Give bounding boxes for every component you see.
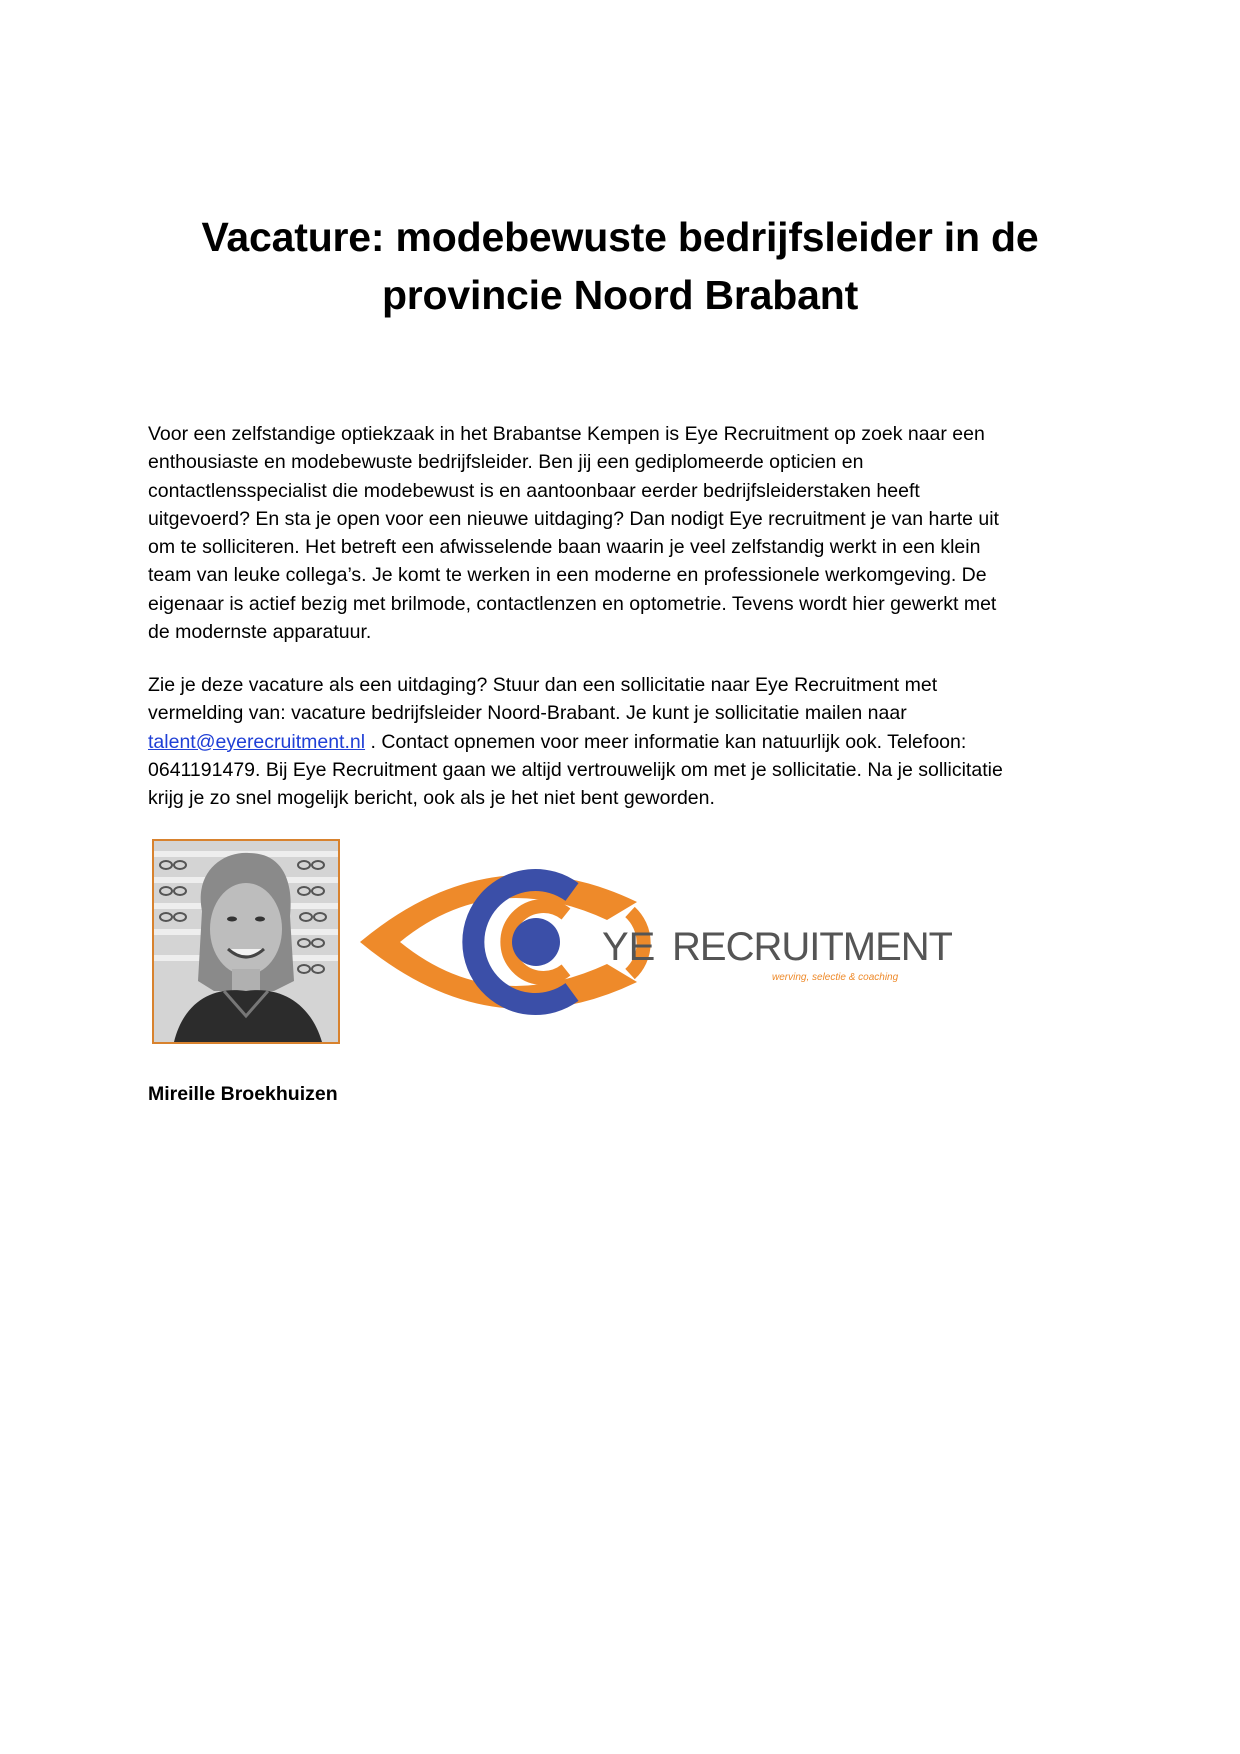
portrait-image [154, 841, 338, 1042]
title-line-2: provincie Noord Brabant [381, 272, 859, 318]
intro-line: uitgevoerd? En sta je open voor een nieuwe uitdaging? Dan nodigt Eye recruitment je van harte uit [148, 507, 999, 530]
application-line: 0641191479. Bij Eye Recruitment gaan we altijd vertrouwelijk om met je sollicitatie. Na je sollicitatie [148, 758, 1003, 781]
application-line: vermelding van: vacature bedrijfsleider Noord-Brabant. Je kunt je sollicitatie mailen naar [148, 702, 907, 725]
signature-name: Mireille Broekhuizen [148, 1083, 338, 1105]
logo-tagline: werving, selectie & coaching [772, 972, 899, 983]
email-link[interactable]: talent@eyerecruitment.nl [148, 730, 366, 753]
application-line: krijg je zo snel mogelijk bericht, ook als je het niet bent geworden. [148, 787, 715, 810]
application-text: . Contact opnemen voor meer informatie kan natuurlijk ook. Telefoon: [365, 730, 967, 753]
page-title [130, 208, 1110, 324]
logo-text-ye: YE [602, 925, 656, 969]
logo-image [352, 842, 952, 1042]
intro-line: enthousiaste en modebewuste bedrijfsleider. Ben jij een gediplomeerde opticien en [148, 451, 864, 474]
logo-text-recruitment: RECRUITMENT [672, 925, 952, 969]
application-line: Zie je deze vacature als een uitdaging? Stuur dan een sollicitatie naar Eye Recruitment met [148, 674, 938, 696]
eye-recruitment-logo [352, 842, 952, 1042]
application-paragraph [148, 671, 1088, 812]
intro-line: eigenaar is actief bezig met brilmode, contactlenzen en optometrie. Tevens wordt hier gewerkt met [148, 592, 997, 615]
intro-line: Voor een zelfstandige optiekzaak in het Brabantse Kempen is Eye Recruitment op zoek naar een [148, 423, 985, 445]
intro-line: team van leuke collega’s. Je komt te werken in een moderne en professionele werkomgeving. De [148, 564, 987, 587]
intro-line: om te solliciteren. Het betreft een afwisselende baan waarin je veel zelfstandig werkt in een klein [148, 536, 981, 559]
intro-paragraph [148, 420, 1088, 646]
portrait-photo [152, 839, 340, 1044]
application-line-with-email [148, 728, 1088, 756]
intro-line: de modernste apparatuur. [148, 621, 372, 644]
intro-line: contactlensspecialist die modebewust is en aantoonbaar eerder bedrijfsleiderstaken heeft [148, 479, 920, 502]
title-line-1: Vacature: modebewuste bedrijfsleider in de [201, 214, 1039, 260]
